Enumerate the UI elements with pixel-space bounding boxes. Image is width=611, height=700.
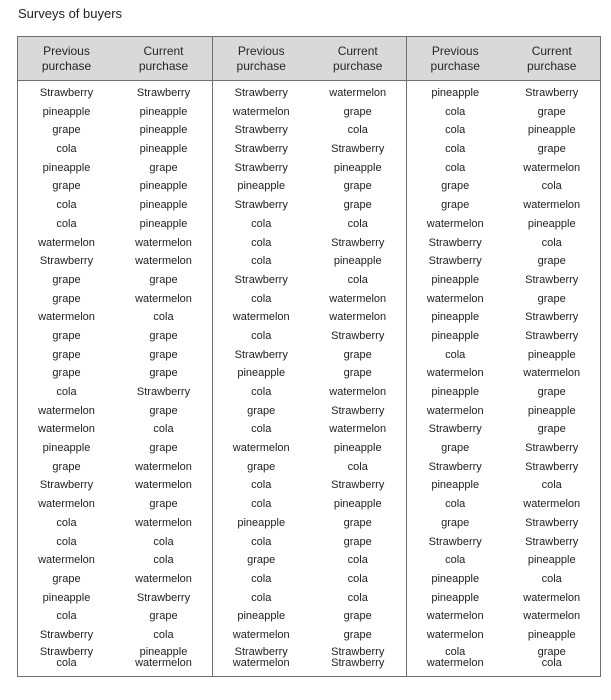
table-cell: cola xyxy=(347,460,368,473)
table-cell: Strawberry xyxy=(525,311,579,324)
table-cell: watermelon xyxy=(232,628,290,641)
table-cell: watermelon xyxy=(523,591,581,604)
table-cell: Strawberry xyxy=(39,255,94,268)
table-cell: Strawberry xyxy=(39,479,94,492)
table-cell: grape xyxy=(52,460,81,473)
table-cell: pineapple xyxy=(527,217,576,230)
column-header: Current purchase xyxy=(527,43,577,73)
table-cell: Strawberry xyxy=(234,348,288,361)
table-cell: grape xyxy=(52,124,81,137)
table-cell: Strawberry xyxy=(331,329,385,342)
table-cell: Strawberry xyxy=(525,442,579,455)
table-cell: cola xyxy=(153,628,174,641)
table-cell: cola xyxy=(56,610,77,623)
table-column xyxy=(309,84,406,676)
table-cell: watermelon xyxy=(135,516,192,529)
column-header: Previous purchase xyxy=(430,43,480,73)
table-cell: grape xyxy=(343,105,372,118)
table-cell: grape xyxy=(149,329,178,342)
table-cell: watermelon xyxy=(426,217,484,230)
table-cell: cola xyxy=(347,217,368,230)
table-cell: pineapple xyxy=(333,161,382,174)
table-cell: watermelon xyxy=(523,199,581,212)
table-cell: watermelon xyxy=(329,386,387,398)
table-cell: cola xyxy=(347,124,368,137)
table-cell: pineapple xyxy=(42,442,91,455)
table-cell: cola xyxy=(251,386,272,398)
table-cell: grape xyxy=(149,161,178,174)
survey-table xyxy=(17,36,601,677)
table-cell: watermelon xyxy=(232,105,290,118)
table-cell: pineapple xyxy=(431,311,480,324)
table-cell: cola xyxy=(347,572,368,585)
table-cell: Strawberry xyxy=(136,386,191,398)
table-cell: pineapple xyxy=(431,386,480,398)
table-cell: Strawberry xyxy=(428,535,482,548)
table-cell: Strawberry xyxy=(331,404,385,417)
table-cell: watermelon xyxy=(426,610,484,623)
table-cell: pineapple xyxy=(139,124,188,137)
table-cell: Strawberry xyxy=(525,273,579,286)
table-cell: grape xyxy=(343,516,372,529)
table-cell: cola xyxy=(347,591,368,604)
table-column xyxy=(115,84,212,676)
table-cell: Strawberry xyxy=(331,143,385,156)
table-cell: Strawberry xyxy=(234,273,288,286)
table-cell: grape xyxy=(52,329,81,342)
table-cell: watermelon xyxy=(329,292,387,305)
table-cell: pineapple xyxy=(431,329,480,342)
table-cell: watermelon xyxy=(135,460,192,473)
table-cell: cola xyxy=(56,386,77,398)
table-cell: grape xyxy=(149,367,178,380)
table-group-3 xyxy=(406,37,600,676)
table-cell: grape xyxy=(537,105,566,118)
table-cell: cola xyxy=(445,143,466,156)
table-cell: grape xyxy=(343,367,372,380)
table-cell: pineapple xyxy=(139,217,188,230)
table-cell: grape xyxy=(52,348,81,361)
table-cell: watermelon xyxy=(523,610,581,623)
table-cell: watermelon xyxy=(135,572,192,585)
table-cell: grape xyxy=(52,572,81,585)
table-cell: cola xyxy=(56,516,77,529)
table-cell: pineapple xyxy=(527,628,576,641)
table-cell: cola xyxy=(153,311,174,324)
table-cell: grape xyxy=(537,255,566,268)
table-cell: Strawberry xyxy=(39,87,94,99)
table-cell: Strawberry xyxy=(525,329,579,342)
column-header: Previous purchase xyxy=(236,43,286,73)
table-cell: watermelon xyxy=(232,311,290,324)
group-body xyxy=(213,81,406,676)
table-cell: grape xyxy=(537,423,566,436)
table-cell: cola xyxy=(251,292,272,305)
table-cell: cola xyxy=(251,498,272,511)
table-cell: cola watermelon xyxy=(426,645,484,670)
table-cell: watermelon xyxy=(38,311,95,324)
table-cell: pineapple xyxy=(237,610,286,623)
column-header: Previous purchase xyxy=(41,43,92,73)
table-cell: Strawberry xyxy=(428,423,482,436)
table-cell: Strawberry xyxy=(428,255,482,268)
table-cell: cola xyxy=(541,572,562,585)
table-cell: Strawberry xyxy=(428,460,482,473)
table-cell: grape xyxy=(149,273,178,286)
table-cell: Strawberry xyxy=(525,535,579,548)
table-cell: Strawberry xyxy=(39,628,94,641)
table-cell: watermelon xyxy=(426,367,484,380)
table-cell: Strawberry xyxy=(525,460,579,473)
table-cell: grape xyxy=(149,610,178,623)
table-cell: watermelon xyxy=(523,367,581,380)
table-cell: watermelon xyxy=(523,498,581,511)
table-cell: Strawberry xyxy=(331,236,385,249)
table-cell: pineapple xyxy=(527,404,576,417)
table-cell: pineapple xyxy=(527,124,576,137)
table-cell: Strawberry cola xyxy=(39,645,94,670)
table-column xyxy=(213,84,310,676)
table-cell: pineapple xyxy=(139,143,188,156)
table-cell: Strawberry xyxy=(331,479,385,492)
table-cell: watermelon xyxy=(329,423,387,436)
table-cell: cola xyxy=(251,423,272,436)
table-cell: watermelon xyxy=(135,479,192,492)
page-title: Surveys of buyers xyxy=(18,6,123,21)
table-cell: Strawberry xyxy=(428,236,482,249)
group-body xyxy=(407,81,600,676)
table-cell: cola xyxy=(541,236,562,249)
table-cell: pineapple xyxy=(431,273,480,286)
table-cell: cola xyxy=(251,329,272,342)
table-cell: grape xyxy=(441,180,470,193)
table-cell: grape xyxy=(52,180,81,193)
table-cell: pineapple xyxy=(333,255,382,268)
group-header xyxy=(213,37,406,81)
table-cell: watermelon xyxy=(38,498,95,511)
column-header: Current purchase xyxy=(333,43,383,73)
table-cell: grape cola xyxy=(537,645,566,670)
table-cell: watermelon xyxy=(329,311,387,324)
table-cell: cola xyxy=(347,554,368,567)
table-cell: pineapple xyxy=(527,348,576,361)
table-cell: cola xyxy=(445,348,466,361)
table-cell: cola xyxy=(56,199,77,212)
table-column xyxy=(503,84,600,676)
table-cell: watermelon xyxy=(135,255,192,268)
group-body xyxy=(18,81,212,676)
table-cell: Strawberry xyxy=(136,87,191,99)
table-cell: pineapple xyxy=(333,498,382,511)
table-cell: grape xyxy=(52,292,81,305)
table-cell: grape xyxy=(149,348,178,361)
table-cell: Strawberry Strawberry xyxy=(331,645,385,670)
table-cell: cola xyxy=(251,535,272,548)
table-cell: pineapple xyxy=(431,591,480,604)
table-cell: pineapple xyxy=(237,516,286,529)
table-cell: pineapple xyxy=(139,105,188,118)
group-header xyxy=(18,37,212,81)
table-cell: pineapple watermelon xyxy=(135,645,192,670)
table-cell: grape xyxy=(149,404,178,417)
table-cell: grape xyxy=(343,628,372,641)
table-cell: pineapple xyxy=(42,105,91,118)
table-cell: cola xyxy=(347,273,368,286)
table-cell: pineapple xyxy=(333,442,382,455)
table-cell: Strawberry xyxy=(234,143,288,156)
table-column xyxy=(18,84,115,676)
table-cell: grape xyxy=(247,404,276,417)
table-cell: cola xyxy=(153,554,174,567)
table-cell: watermelon xyxy=(38,236,95,249)
table-cell: pineapple xyxy=(237,367,286,380)
table-cell: Strawberry xyxy=(234,124,288,137)
table-cell: watermelon xyxy=(135,292,192,305)
group-header xyxy=(407,37,600,81)
table-cell: pineapple xyxy=(431,479,480,492)
table-cell: grape xyxy=(441,442,470,455)
table-cell: Strawberry xyxy=(525,87,579,99)
table-cell: grape xyxy=(52,367,81,380)
table-cell: cola xyxy=(541,180,562,193)
table-cell: cola xyxy=(445,498,466,511)
table-cell: grape xyxy=(441,516,470,529)
table-cell: cola xyxy=(56,143,77,156)
table-cell: pineapple xyxy=(139,180,188,193)
table-cell: grape xyxy=(343,610,372,623)
table-cell: cola xyxy=(251,572,272,585)
table-group-2 xyxy=(212,37,406,676)
table-cell: pineapple xyxy=(42,591,91,604)
table-cell: watermelon xyxy=(38,554,95,567)
table-cell: grape xyxy=(343,199,372,212)
table-cell: grape xyxy=(441,199,470,212)
table-cell: watermelon xyxy=(232,442,290,455)
table-cell: pineapple xyxy=(42,161,91,174)
table-cell: cola xyxy=(153,423,174,436)
table-cell: grape xyxy=(343,180,372,193)
table-cell: pineapple xyxy=(139,199,188,212)
table-cell: grape xyxy=(537,386,566,398)
table-cell: pineapple xyxy=(431,572,480,585)
table-cell: Strawberry xyxy=(136,591,191,604)
table-cell: pineapple xyxy=(527,554,576,567)
table-cell: cola xyxy=(445,124,466,137)
table-cell: cola xyxy=(251,591,272,604)
column-header: Current purchase xyxy=(138,43,189,73)
table-cell: cola xyxy=(445,105,466,118)
table-cell: grape xyxy=(52,273,81,286)
table-cell: grape xyxy=(149,498,178,511)
table-cell: watermelon xyxy=(329,87,387,99)
table-cell: grape xyxy=(537,143,566,156)
table-cell: grape xyxy=(149,442,178,455)
table-cell: grape xyxy=(247,460,276,473)
table-cell: grape xyxy=(343,348,372,361)
table-cell: Strawberry xyxy=(525,516,579,529)
table-cell: watermelon xyxy=(426,628,484,641)
table-cell: Strawberry xyxy=(234,199,288,212)
table-cell: cola xyxy=(251,479,272,492)
table-cell: watermelon xyxy=(135,236,192,249)
table-cell: pineapple xyxy=(237,180,286,193)
table-cell: cola xyxy=(56,217,77,230)
table-cell: cola xyxy=(541,479,562,492)
table-cell: pineapple xyxy=(431,87,480,99)
table-cell: cola xyxy=(251,255,272,268)
table-cell: watermelon xyxy=(523,161,581,174)
table-cell: Strawberry xyxy=(234,87,288,99)
table-cell: watermelon xyxy=(426,404,484,417)
table-cell: watermelon xyxy=(426,292,484,305)
table-cell: grape xyxy=(247,554,276,567)
table-cell: grape xyxy=(537,292,566,305)
table-cell: cola xyxy=(445,554,466,567)
table-cell: cola xyxy=(251,217,272,230)
table-cell: watermelon xyxy=(38,423,95,436)
table-cell: Strawberry xyxy=(234,161,288,174)
table-cell: watermelon xyxy=(38,404,95,417)
table-cell: cola xyxy=(153,535,174,548)
table-cell: cola xyxy=(445,161,466,174)
table-cell: Strawberry watermelon xyxy=(232,645,290,670)
table-cell: grape xyxy=(343,535,372,548)
table-column xyxy=(407,84,504,676)
table-group-1 xyxy=(18,37,212,676)
table-cell: cola xyxy=(56,535,77,548)
table-cell: cola xyxy=(251,236,272,249)
